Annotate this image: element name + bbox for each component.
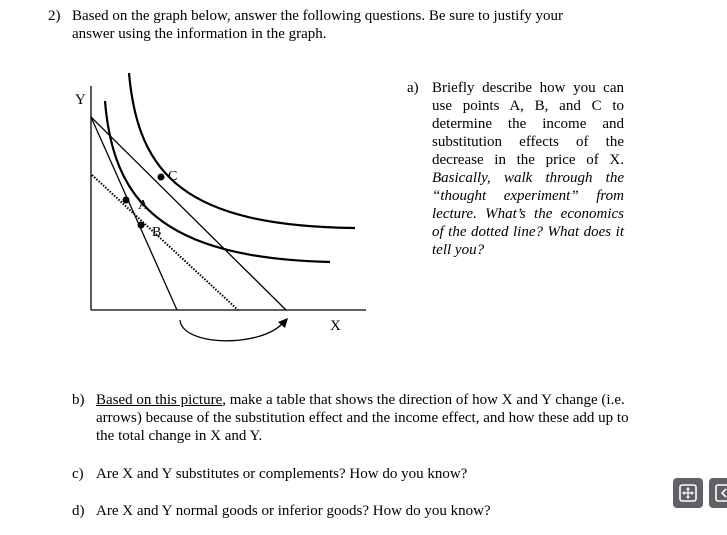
part-b-underlined: Based on this picture <box>96 392 223 408</box>
part-a-italic-text: Basically, walk through the “thought experiment” from lecture. What’s the economics of the dotted line? What does it tell you? <box>432 170 624 258</box>
point-a-label: A <box>138 198 149 213</box>
original-budget-line <box>91 117 177 310</box>
point-c-marker <box>158 174 165 181</box>
part-b-label: b) <box>72 392 85 408</box>
part-b-text <box>96 391 630 445</box>
question-number: 2) <box>48 8 61 24</box>
part-d-text: Are X and Y normal goods or inferior goods? How do you know? <box>96 503 491 519</box>
side-panel-button[interactable] <box>709 478 727 508</box>
pivot-arrow <box>180 320 282 341</box>
question-line-2: answer using the information in the graph. <box>72 26 327 42</box>
part-c-text: Are X and Y substitutes or complements? How do you know? <box>96 466 468 482</box>
part-a-text <box>432 79 624 259</box>
question-prompt <box>72 7 632 43</box>
part-b-rest: , make a table that shows the direction of how X and Y change (i.e. arrows) because of the substitution effect and the income effect, and how these add up to the total change in X and Y. <box>96 392 629 444</box>
point-c-label: C <box>168 169 178 184</box>
point-a-marker <box>123 197 130 204</box>
question-line-1: Based on the graph below, answer the following questions. Be sure to justify your <box>72 8 564 24</box>
part-a-normal-text: Briefly describe how you can use points A, B, and C to determine the income and substitution effects of the decrease in the price of X. <box>432 80 624 168</box>
indifference-curve-high <box>129 73 355 228</box>
part-c-label: c) <box>72 466 84 482</box>
point-b-label: B <box>152 225 162 240</box>
part-d-label: d) <box>72 503 85 519</box>
chevron-left-icon <box>714 483 727 503</box>
fullscreen-icon <box>678 483 698 503</box>
new-budget-line <box>91 117 286 310</box>
part-a-label: a) <box>407 80 419 96</box>
point-b-marker <box>138 222 145 229</box>
compensated-budget-line <box>92 175 238 310</box>
y-axis-label: Y <box>75 92 86 108</box>
x-axis-label: X <box>330 318 341 334</box>
fullscreen-button[interactable] <box>673 478 703 508</box>
indifference-curve-graph <box>66 66 366 346</box>
